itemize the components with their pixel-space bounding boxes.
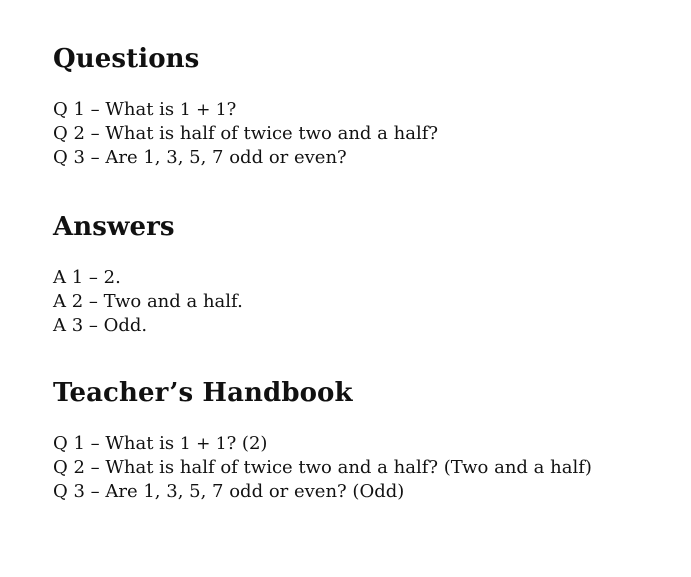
question-1-math: 1 + 1 — [179, 100, 227, 120]
answer-line-2: A 2 – Two and a half. — [53, 291, 243, 312]
handbook-1-prefix: Q 1 – What is — [53, 433, 180, 454]
handbook-heading: Teacher’s Handbook — [53, 378, 353, 408]
handbook-1-suffix: ? (2) — [226, 433, 268, 454]
handbook-list — [53, 432, 673, 504]
answers-section — [53, 210, 673, 338]
handbook-line-1 — [53, 432, 673, 456]
answer-line-1: A 1 – 2. — [53, 267, 121, 288]
handbook-1-math: 1 + 1 — [179, 434, 227, 454]
answers-list — [53, 266, 673, 338]
questions-heading: Questions — [53, 44, 200, 74]
answers-heading: Answers — [53, 212, 175, 242]
questions-section — [53, 42, 673, 170]
handbook-line-3: Q 3 – Are 1, 3, 5, 7 odd or even? (Odd) — [53, 481, 405, 502]
question-line-2: Q 2 – What is half of twice two and a half? — [53, 123, 439, 144]
handbook-line-2: Q 2 – What is half of twice two and a half? (Two and a half) — [53, 457, 592, 478]
question-1-prefix: Q 1 – What is — [53, 99, 180, 120]
questions-list — [53, 98, 673, 170]
question-line-1 — [53, 98, 673, 122]
question-1-suffix: ? — [226, 99, 237, 120]
handbook-section — [53, 376, 673, 504]
question-line-3: Q 3 – Are 1, 3, 5, 7 odd or even? — [53, 147, 347, 168]
answer-line-3: A 3 – Odd. — [53, 315, 148, 336]
